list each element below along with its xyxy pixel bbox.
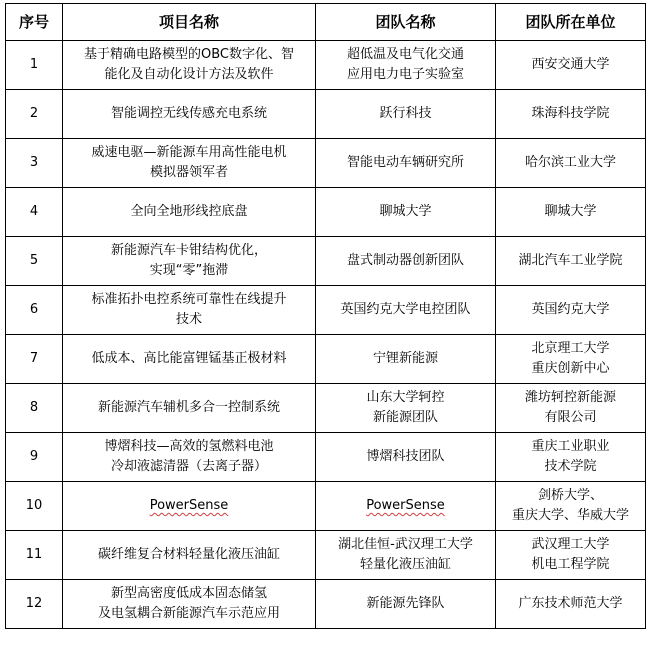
cell-unit (496, 41, 646, 90)
cell-team-line: 跃行科技 (379, 106, 432, 121)
cell-project-line: 全向全地形线控底盘 (130, 204, 248, 219)
cell-unit (496, 286, 646, 335)
cell-project (63, 237, 316, 286)
cell-team (316, 580, 496, 629)
cell-no: 4 (6, 188, 63, 237)
cell-unit-line: 重庆工业职业 (531, 439, 610, 454)
cell-project-line: 低成本、高比能富锂锰基正极材料 (91, 351, 287, 366)
cell-team (316, 482, 496, 531)
cell-team (316, 433, 496, 482)
cell-no: 2 (6, 90, 63, 139)
cell-unit (496, 335, 646, 384)
cell-unit (496, 384, 646, 433)
cell-project-line: 新能源汽车卡钳结构优化， (110, 243, 267, 258)
cell-no: 10 (6, 482, 63, 531)
cell-project-line: 新型高密度低成本固态储氢 (110, 586, 267, 601)
cell-unit (496, 139, 646, 188)
cell-team (316, 41, 496, 90)
cell-team-line: 轻量化液压油缸 (359, 557, 451, 572)
cell-unit-line: 湖北汽车工业学院 (518, 253, 623, 268)
cell-team (316, 335, 496, 384)
cell-no: 1 (6, 41, 63, 90)
table-row (6, 41, 646, 90)
cell-project-line: 碳纤维复合材料轻量化液压油缸 (97, 547, 280, 562)
cell-project-line: 威速电驱—新能源车用高性能电机 (91, 145, 287, 160)
cell-project (63, 335, 316, 384)
table-row (6, 580, 646, 629)
cell-project-line: 模拟器领军者 (149, 165, 228, 180)
cell-unit (496, 188, 646, 237)
cell-team (316, 237, 496, 286)
cell-project (63, 41, 316, 90)
cell-team (316, 286, 496, 335)
cell-team-line: 英国约克大学电控团队 (340, 302, 471, 317)
cell-project (63, 188, 316, 237)
cell-team-line: 博熠科技团队 (366, 449, 445, 464)
project-table (5, 3, 646, 629)
table-row (6, 139, 646, 188)
cell-unit-line: 重庆创新中心 (531, 361, 610, 376)
cell-unit (496, 531, 646, 580)
cell-project-line: 智能调控无线传感充电系统 (110, 106, 267, 121)
cell-unit-line: 重庆大学、华威大学 (511, 508, 629, 523)
cell-project (63, 531, 316, 580)
cell-unit (496, 237, 646, 286)
cell-team (316, 139, 496, 188)
cell-team-line: 新能源团队 (372, 410, 438, 425)
cell-team-line: PowerSense (366, 498, 445, 513)
cell-unit-line: 北京理工大学 (531, 341, 610, 356)
table-row (6, 384, 646, 433)
cell-unit-line: 武汉理工大学 (531, 537, 610, 552)
cell-team-line: 盘式制动器创新团队 (346, 253, 464, 268)
cell-project (63, 286, 316, 335)
cell-project-line: 实现“零”拖滞 (149, 263, 229, 278)
cell-team-line: 山东大学轲控 (366, 390, 445, 405)
cell-project-line: 博熠科技—高效的氢燃料电池 (104, 439, 274, 454)
cell-team-line: 新能源先锋队 (366, 596, 445, 611)
header-no: 序号 (6, 4, 63, 41)
cell-unit-line: 广东技术师范大学 (518, 596, 623, 611)
header-project: 项目名称 (63, 4, 316, 41)
cell-team (316, 384, 496, 433)
header-row (6, 4, 646, 41)
cell-project-line: 技术 (175, 312, 202, 327)
table-row (6, 531, 646, 580)
cell-project (63, 384, 316, 433)
cell-project (63, 580, 316, 629)
cell-project-line: PowerSense (149, 498, 229, 513)
cell-unit-line: 剑桥大学、 (537, 488, 603, 503)
cell-no: 12 (6, 580, 63, 629)
cell-unit-line: 聊城大学 (544, 204, 597, 219)
cell-team (316, 531, 496, 580)
cell-project-line: 冷却液滤清器（去离子器） (110, 459, 267, 474)
cell-no: 9 (6, 433, 63, 482)
cell-unit-line: 技术学院 (544, 459, 597, 474)
cell-project-line: 能化及自动化设计方法及软件 (104, 67, 274, 82)
cell-project (63, 482, 316, 531)
cell-no: 5 (6, 237, 63, 286)
table-row (6, 286, 646, 335)
cell-project-line: 标准拓扑电控系统可靠性在线提升 (91, 292, 287, 307)
cell-unit-line: 珠海科技学院 (531, 106, 610, 121)
cell-no: 3 (6, 139, 63, 188)
table-row (6, 335, 646, 384)
cell-unit-line: 机电工程学院 (531, 557, 610, 572)
cell-project-line: 新能源汽车辅机多合一控制系统 (97, 400, 280, 415)
table-row (6, 237, 646, 286)
cell-team (316, 90, 496, 139)
cell-unit-line: 英国约克大学 (531, 302, 610, 317)
cell-unit (496, 482, 646, 531)
cell-project (63, 90, 316, 139)
cell-no: 6 (6, 286, 63, 335)
header-team: 团队名称 (316, 4, 496, 41)
header-unit: 团队所在单位 (496, 4, 646, 41)
cell-team-line: 超低温及电气化交通 (346, 47, 464, 62)
table-row (6, 482, 646, 531)
table-body (6, 41, 646, 629)
cell-unit (496, 90, 646, 139)
cell-project-line: 基于精确电路模型的OBC数字化、智 (84, 47, 294, 62)
cell-unit-line: 潍坊轲控新能源 (524, 390, 616, 405)
cell-project (63, 139, 316, 188)
cell-no: 7 (6, 335, 63, 384)
cell-no: 8 (6, 384, 63, 433)
cell-unit (496, 580, 646, 629)
cell-team-line: 湖北佳恒-武汉理工大学 (338, 537, 473, 552)
cell-team-line: 聊城大学 (379, 204, 432, 219)
cell-unit-line: 西安交通大学 (531, 57, 610, 72)
table-row (6, 433, 646, 482)
cell-project (63, 433, 316, 482)
cell-unit (496, 433, 646, 482)
cell-project-line: 及电氢耦合新能源汽车示范应用 (97, 606, 280, 621)
cell-unit-line: 有限公司 (544, 410, 597, 425)
cell-team-line: 宁锂新能源 (372, 351, 438, 366)
table-row (6, 188, 646, 237)
cell-team-line: 智能电动车辆研究所 (346, 155, 464, 170)
table-row (6, 90, 646, 139)
cell-no: 11 (6, 531, 63, 580)
cell-team-line: 应用电力电子实验室 (346, 67, 464, 82)
cell-team (316, 188, 496, 237)
cell-unit-line: 哈尔滨工业大学 (524, 155, 616, 170)
